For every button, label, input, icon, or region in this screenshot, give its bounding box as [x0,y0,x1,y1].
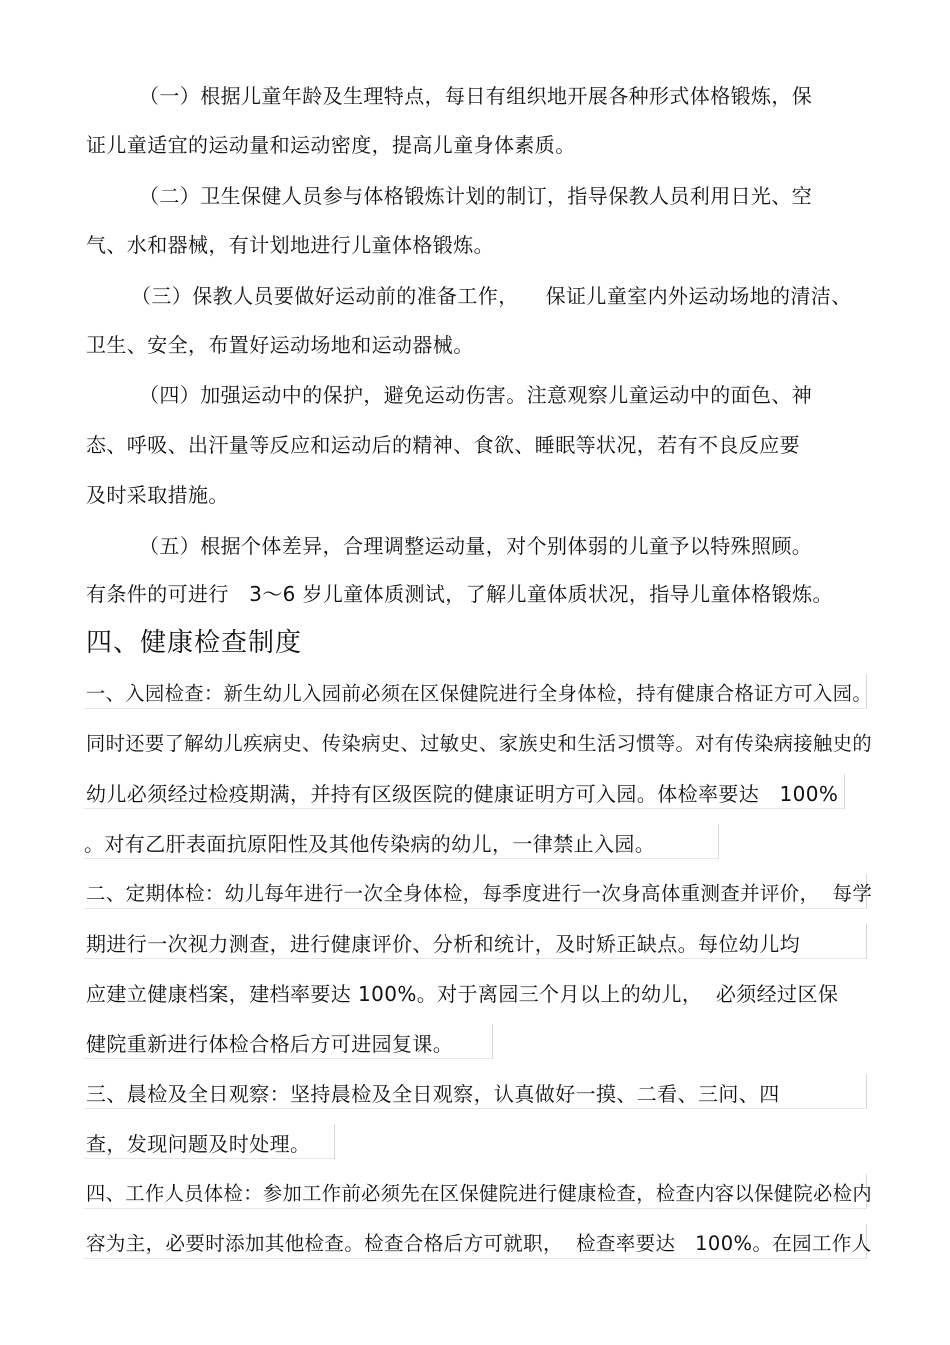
paragraph-line: （五）根据个体差异，合理调整运动量，对个别体弱的儿童予以特殊照顾。 [139,534,813,558]
paragraph-line: 有条件的可进行 3～6 岁儿童体质测试，了解儿童体质状况，指导儿童体格锻炼。 [86,582,833,606]
paragraph-line: （四）加强运动中的保护，避免运动伤害。注意观察儿童运动中的面色、神 [139,383,813,407]
paragraph-line: （一）根据儿童年龄及生理特点，每日有组织地开展各种形式体格锻炼，保 [139,84,813,108]
paragraph-line: 一、入园检查：新生幼儿入园前必须在区保健院进行全身体检，持有健康合格证方可入园。 [86,682,872,705]
paragraph-line: 应建立健康档案，建档率要达 100%。对于离园三个月以上的幼儿， 必须经过区保 [86,982,839,1006]
paragraph-line: 同时还要了解幼儿疾病史、传染病史、过敏史、家族史和生活习惯等。对有传染病接触史的 [86,732,872,755]
paragraph-line: 二、定期体检：幼儿每年进行一次全身体检，每季度进行一次身高体重测查并评价， 每学 [86,882,873,905]
paragraph-line: 查，发现问题及时处理。 [86,1132,311,1156]
paragraph-line: 卫生、安全，布置好运动场地和运动器械。 [86,333,474,357]
paragraph-line: 。对有乙肝表面抗原阳性及其他传染病的幼儿，一律禁止入园。 [84,832,656,856]
paragraph-line: 容为主，必要时添加其他检查。检查合格后方可就职， 检查率要达 100%。在园工作人 [86,1232,872,1255]
paragraph-line: 幼儿必须经过检疫期满，并持有区级医院的健康证明方可入园。体检率要达 100% [86,782,839,806]
paragraph-line: 期进行一次视力测查，进行健康评价、分析和统计，及时矫正缺点。每位幼儿均 [86,932,800,956]
paragraph-line: 证儿童适宜的运动量和运动密度，提高儿童身体素质。 [86,133,576,157]
paragraph-line: （三）保教人员要做好运动前的准备工作， 保证儿童室内外运动场地的清洁、 [131,284,852,308]
paragraph-line: 气、水和器械，有计划地进行儿童体格锻炼。 [86,233,494,257]
paragraph-line: 三、晨检及全日观察：坚持晨检及全日观察，认真做好一摸、二看、三问、四 [86,1082,780,1106]
paragraph-line: 健院重新进行体检合格后方可进园复课。 [86,1032,454,1056]
paragraph-line: 四、工作人员体检：参加工作前必须先在区保健院进行健康检查，检查内容以保健院必检内 [86,1182,872,1205]
paragraph-line: （二）卫生保健人员参与体格锻炼计划的制订，指导保教人员利用日光、空 [139,184,813,208]
paragraph-line: 及时采取措施。 [86,483,229,507]
paragraph-line: 态、呼吸、出汗量等反应和运动后的精神、食欲、睡眠等状况，若有不良反应要 [86,433,800,457]
section-heading: 四、健康检查制度 [86,628,303,658]
